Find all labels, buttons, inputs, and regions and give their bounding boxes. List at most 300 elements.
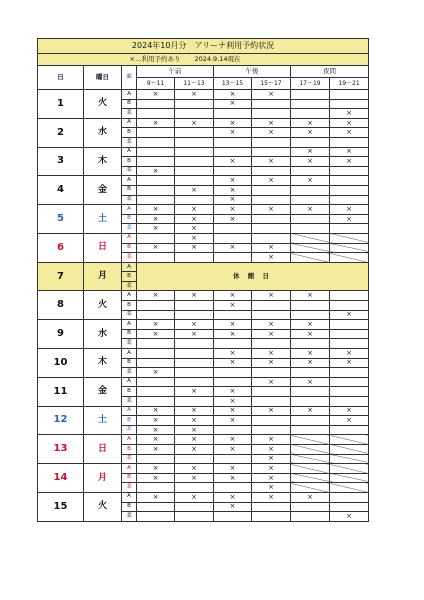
slot-cell bbox=[330, 233, 369, 243]
slot-cell bbox=[137, 253, 175, 263]
slot-cell bbox=[252, 233, 291, 243]
slot-cell: × bbox=[214, 195, 252, 205]
slot-cell bbox=[291, 137, 330, 147]
slot-cell bbox=[330, 195, 369, 205]
slot-cell bbox=[137, 195, 175, 205]
day-number: 13 bbox=[38, 435, 84, 464]
day-column-header: 日 bbox=[38, 66, 84, 90]
slot-header: 9～11 bbox=[137, 78, 175, 90]
slot-cell bbox=[137, 387, 175, 397]
slot-cell bbox=[137, 176, 175, 186]
slot-cell: × bbox=[137, 473, 175, 483]
slot-cell: × bbox=[330, 128, 369, 138]
slot-cell bbox=[175, 310, 214, 320]
slot-cell: × bbox=[291, 358, 330, 368]
slot-cell: × bbox=[175, 243, 214, 253]
slot-cell bbox=[175, 147, 214, 157]
weekday: 水 bbox=[84, 320, 122, 349]
slot-cell: × bbox=[175, 214, 214, 224]
court-label: B bbox=[122, 301, 137, 311]
slot-cell bbox=[330, 90, 369, 100]
slot-cell: × bbox=[175, 185, 214, 195]
slot-cell bbox=[137, 99, 175, 109]
slot-cell: × bbox=[175, 387, 214, 397]
slot-cell: × bbox=[214, 397, 252, 407]
slot-cell bbox=[214, 224, 252, 234]
slot-cell bbox=[291, 435, 330, 445]
day-number: 14 bbox=[38, 464, 84, 493]
court-row bbox=[38, 176, 369, 186]
court-label: 柔 bbox=[122, 109, 137, 119]
court-label: A bbox=[122, 435, 137, 445]
slot-cell bbox=[214, 233, 252, 243]
slot-cell bbox=[291, 109, 330, 119]
slot-cell bbox=[214, 512, 252, 522]
slot-cell: × bbox=[291, 329, 330, 339]
court-label: B bbox=[122, 473, 137, 483]
slot-cell bbox=[175, 483, 214, 493]
slot-cell: × bbox=[330, 214, 369, 224]
slot-cell: × bbox=[252, 320, 291, 330]
slot-cell bbox=[252, 214, 291, 224]
court-label: 柔 bbox=[122, 483, 137, 493]
court-label: B bbox=[122, 358, 137, 368]
slot-cell bbox=[291, 224, 330, 234]
slot-cell bbox=[214, 339, 252, 349]
slot-cell: × bbox=[291, 291, 330, 301]
court-label: B bbox=[122, 128, 137, 138]
slot-cell bbox=[330, 444, 369, 454]
as-of-date: 2024.9.14現在 bbox=[194, 55, 241, 64]
slot-cell: × bbox=[291, 492, 330, 502]
slot-cell bbox=[175, 301, 214, 311]
slot-cell: × bbox=[214, 176, 252, 186]
slot-cell: × bbox=[137, 320, 175, 330]
slot-cell: × bbox=[252, 358, 291, 368]
court-row bbox=[38, 118, 369, 128]
slot-cell bbox=[291, 233, 330, 243]
slot-cell bbox=[175, 176, 214, 186]
slot-cell bbox=[175, 368, 214, 378]
slot-cell bbox=[137, 128, 175, 138]
court-row bbox=[38, 147, 369, 157]
slot-cell bbox=[137, 358, 175, 368]
slot-cell bbox=[291, 368, 330, 378]
slot-cell bbox=[291, 310, 330, 320]
slot-cell: × bbox=[252, 454, 291, 464]
slot-cell bbox=[137, 512, 175, 522]
court-row bbox=[38, 90, 369, 100]
slot-cell bbox=[175, 339, 214, 349]
slot-cell: × bbox=[175, 444, 214, 454]
weekday: 月 bbox=[84, 464, 122, 493]
weekday: 水 bbox=[84, 118, 122, 147]
slot-cell bbox=[137, 185, 175, 195]
court-label: 柔 bbox=[122, 454, 137, 464]
slot-cell: × bbox=[175, 329, 214, 339]
slot-cell: × bbox=[214, 99, 252, 109]
court-label: B bbox=[122, 243, 137, 253]
slot-cell: × bbox=[214, 320, 252, 330]
slot-cell: × bbox=[175, 320, 214, 330]
slot-cell bbox=[252, 99, 291, 109]
group-header-night: 夜間 bbox=[291, 66, 369, 78]
court-column-header: 面 bbox=[122, 66, 137, 90]
court-label: 柔 bbox=[122, 425, 137, 435]
weekday-column-header: 曜日 bbox=[84, 66, 122, 90]
slot-cell bbox=[137, 502, 175, 512]
slot-cell bbox=[330, 224, 369, 234]
slot-cell bbox=[252, 224, 291, 234]
slot-cell: × bbox=[214, 349, 252, 359]
slot-cell: × bbox=[214, 435, 252, 445]
slot-cell bbox=[291, 90, 330, 100]
weekday: 火 bbox=[84, 291, 122, 320]
slot-cell bbox=[291, 387, 330, 397]
slot-cell bbox=[137, 483, 175, 493]
court-label: A bbox=[122, 492, 137, 502]
day-number: 15 bbox=[38, 492, 84, 521]
slot-cell bbox=[252, 137, 291, 147]
slot-cell: × bbox=[137, 425, 175, 435]
court-label: 柔 bbox=[122, 166, 137, 176]
day-number: 12 bbox=[38, 406, 84, 435]
slot-cell bbox=[214, 137, 252, 147]
slot-cell bbox=[137, 301, 175, 311]
slot-cell bbox=[137, 397, 175, 407]
slot-cell bbox=[291, 214, 330, 224]
slot-cell: × bbox=[175, 492, 214, 502]
slot-cell: × bbox=[252, 483, 291, 493]
court-label: A bbox=[122, 377, 137, 387]
slot-cell: × bbox=[214, 205, 252, 215]
court-label: 柔 bbox=[122, 137, 137, 147]
slot-cell bbox=[252, 195, 291, 205]
closed-label: 休 館 日 bbox=[137, 262, 369, 291]
day-number: 1 bbox=[38, 90, 84, 119]
slot-cell bbox=[252, 166, 291, 176]
slot-cell bbox=[137, 137, 175, 147]
slot-cell bbox=[214, 109, 252, 119]
slot-cell: × bbox=[214, 118, 252, 128]
day-number: 4 bbox=[38, 176, 84, 205]
slot-cell bbox=[330, 176, 369, 186]
slot-cell: × bbox=[330, 157, 369, 167]
slot-cell: × bbox=[291, 128, 330, 138]
slot-cell bbox=[291, 99, 330, 109]
slot-cell bbox=[252, 185, 291, 195]
slot-cell bbox=[330, 185, 369, 195]
slot-cell bbox=[175, 512, 214, 522]
slot-cell bbox=[252, 502, 291, 512]
slot-cell bbox=[137, 349, 175, 359]
slot-cell: × bbox=[214, 214, 252, 224]
slot-cell bbox=[214, 377, 252, 387]
slot-cell: × bbox=[252, 90, 291, 100]
slot-cell bbox=[137, 109, 175, 119]
court-row bbox=[38, 435, 369, 445]
slot-cell bbox=[252, 310, 291, 320]
slot-cell: × bbox=[214, 492, 252, 502]
legend-line bbox=[122, 54, 369, 66]
slot-cell: × bbox=[175, 435, 214, 445]
slot-cell bbox=[137, 233, 175, 243]
slot-cell bbox=[291, 502, 330, 512]
slot-cell bbox=[252, 301, 291, 311]
court-label: A bbox=[122, 464, 137, 474]
slot-cell: × bbox=[252, 406, 291, 416]
slot-cell: × bbox=[214, 502, 252, 512]
slot-cell: × bbox=[330, 512, 369, 522]
day-number: 5 bbox=[38, 205, 84, 234]
slot-cell: × bbox=[291, 377, 330, 387]
slot-cell bbox=[330, 243, 369, 253]
slot-cell bbox=[175, 349, 214, 359]
slot-cell bbox=[214, 147, 252, 157]
slot-cell bbox=[291, 473, 330, 483]
slot-cell bbox=[330, 425, 369, 435]
slot-cell bbox=[330, 320, 369, 330]
slot-cell: × bbox=[291, 320, 330, 330]
slot-cell bbox=[175, 109, 214, 119]
slot-cell bbox=[214, 368, 252, 378]
slot-cell: × bbox=[175, 406, 214, 416]
court-label: B bbox=[122, 444, 137, 454]
slot-cell bbox=[330, 435, 369, 445]
slot-cell bbox=[291, 464, 330, 474]
slot-cell: × bbox=[214, 406, 252, 416]
day-number: 10 bbox=[38, 349, 84, 378]
slot-cell: × bbox=[252, 444, 291, 454]
slot-cell bbox=[137, 310, 175, 320]
day-number: 11 bbox=[38, 377, 84, 406]
slot-cell: × bbox=[137, 224, 175, 234]
slot-cell: × bbox=[137, 166, 175, 176]
weekday: 日 bbox=[84, 435, 122, 464]
court-row bbox=[38, 233, 369, 243]
slot-cell bbox=[252, 109, 291, 119]
slot-cell: × bbox=[137, 90, 175, 100]
slot-cell: × bbox=[214, 185, 252, 195]
slot-cell: × bbox=[252, 473, 291, 483]
court-label: 柔 bbox=[122, 195, 137, 205]
slot-cell bbox=[214, 454, 252, 464]
court-label: B bbox=[122, 387, 137, 397]
slot-cell: × bbox=[137, 214, 175, 224]
slot-cell: × bbox=[252, 291, 291, 301]
slot-cell bbox=[175, 99, 214, 109]
slot-cell bbox=[175, 128, 214, 138]
slot-cell: × bbox=[137, 492, 175, 502]
slot-cell: × bbox=[330, 358, 369, 368]
slot-cell: × bbox=[252, 128, 291, 138]
slot-cell bbox=[291, 512, 330, 522]
court-label: 柔 bbox=[122, 224, 137, 234]
court-labels bbox=[122, 262, 137, 291]
slot-cell bbox=[252, 387, 291, 397]
slot-cell: × bbox=[330, 406, 369, 416]
slot-cell: × bbox=[252, 492, 291, 502]
slot-cell: × bbox=[214, 387, 252, 397]
slot-cell: × bbox=[330, 118, 369, 128]
slot-cell: × bbox=[252, 435, 291, 445]
slot-cell bbox=[252, 368, 291, 378]
court-row bbox=[38, 349, 369, 359]
slot-cell bbox=[291, 185, 330, 195]
slot-cell bbox=[137, 147, 175, 157]
slot-cell: × bbox=[291, 176, 330, 186]
group-header-afternoon: 午後 bbox=[214, 66, 291, 78]
slot-cell: × bbox=[330, 416, 369, 426]
slot-cell: × bbox=[291, 157, 330, 167]
slot-cell bbox=[175, 137, 214, 147]
slot-cell bbox=[252, 512, 291, 522]
slot-cell bbox=[252, 425, 291, 435]
legend-text: ×…利用予約あり bbox=[129, 55, 181, 64]
reservation-table bbox=[37, 38, 369, 522]
group-header-morning: 午前 bbox=[137, 66, 214, 78]
slot-cell bbox=[175, 358, 214, 368]
court-label: A bbox=[122, 176, 137, 186]
slot-cell bbox=[137, 157, 175, 167]
slot-cell: × bbox=[175, 90, 214, 100]
slot-cell bbox=[252, 397, 291, 407]
weekday: 月 bbox=[84, 262, 122, 291]
slot-cell bbox=[291, 454, 330, 464]
weekday: 火 bbox=[84, 90, 122, 119]
slot-cell: × bbox=[291, 406, 330, 416]
slot-cell bbox=[175, 454, 214, 464]
closed-day-row bbox=[38, 262, 369, 291]
day-number: 7 bbox=[38, 262, 84, 291]
slot-cell: × bbox=[175, 118, 214, 128]
slot-cell bbox=[137, 339, 175, 349]
court-row bbox=[38, 291, 369, 301]
slot-cell: × bbox=[252, 349, 291, 359]
slot-cell: × bbox=[137, 118, 175, 128]
slot-cell bbox=[330, 464, 369, 474]
weekday: 木 bbox=[84, 147, 122, 176]
slot-cell bbox=[291, 425, 330, 435]
slot-cell: × bbox=[214, 157, 252, 167]
slot-header: 11～13 bbox=[175, 78, 214, 90]
slot-cell bbox=[291, 243, 330, 253]
slot-cell: × bbox=[214, 358, 252, 368]
court-label: B bbox=[122, 272, 136, 282]
slot-cell: × bbox=[175, 291, 214, 301]
slot-cell: × bbox=[291, 147, 330, 157]
slot-cell: × bbox=[252, 118, 291, 128]
slot-cell bbox=[214, 483, 252, 493]
slot-cell: × bbox=[175, 473, 214, 483]
court-row bbox=[38, 205, 369, 215]
slot-cell: × bbox=[137, 444, 175, 454]
slot-cell: × bbox=[214, 416, 252, 426]
slot-cell: × bbox=[175, 233, 214, 243]
weekday: 土 bbox=[84, 205, 122, 234]
court-label: B bbox=[122, 502, 137, 512]
slot-cell bbox=[330, 387, 369, 397]
slot-cell bbox=[214, 253, 252, 263]
slot-cell: × bbox=[137, 416, 175, 426]
court-label: 柔 bbox=[122, 397, 137, 407]
court-label: 柔 bbox=[122, 310, 137, 320]
slot-cell bbox=[330, 339, 369, 349]
slot-cell: × bbox=[330, 109, 369, 119]
slot-header: 15～17 bbox=[252, 78, 291, 90]
slot-cell: × bbox=[252, 243, 291, 253]
court-row bbox=[38, 406, 369, 416]
court-label: B bbox=[122, 329, 137, 339]
slot-cell bbox=[330, 99, 369, 109]
slot-cell: × bbox=[330, 349, 369, 359]
court-label: B bbox=[122, 157, 137, 167]
slot-cell bbox=[291, 444, 330, 454]
slot-cell: × bbox=[214, 444, 252, 454]
weekday: 金 bbox=[84, 377, 122, 406]
slot-cell bbox=[291, 301, 330, 311]
slot-cell bbox=[330, 368, 369, 378]
slot-cell: × bbox=[175, 416, 214, 426]
court-label: B bbox=[122, 214, 137, 224]
slot-cell: × bbox=[214, 329, 252, 339]
court-label: A bbox=[122, 90, 137, 100]
slot-cell: × bbox=[137, 368, 175, 378]
slot-cell: × bbox=[137, 243, 175, 253]
slot-cell bbox=[330, 301, 369, 311]
slot-cell bbox=[330, 473, 369, 483]
slot-cell bbox=[175, 377, 214, 387]
day-number: 8 bbox=[38, 291, 84, 320]
weekday: 日 bbox=[84, 233, 122, 262]
page-title: 2024年10月分 アリーナ利用予約状況 bbox=[38, 39, 369, 54]
slot-cell: × bbox=[330, 205, 369, 215]
slot-cell: × bbox=[137, 329, 175, 339]
slot-cell bbox=[330, 502, 369, 512]
slot-cell bbox=[330, 454, 369, 464]
slot-cell bbox=[214, 425, 252, 435]
slot-cell bbox=[330, 166, 369, 176]
slot-cell bbox=[330, 377, 369, 387]
weekday: 火 bbox=[84, 492, 122, 521]
slot-cell bbox=[330, 137, 369, 147]
court-label: A bbox=[122, 263, 136, 273]
court-label: B bbox=[122, 416, 137, 426]
slot-cell: × bbox=[214, 291, 252, 301]
slot-cell: × bbox=[252, 205, 291, 215]
court-row bbox=[38, 464, 369, 474]
slot-cell bbox=[214, 166, 252, 176]
slot-cell: × bbox=[175, 464, 214, 474]
slot-cell bbox=[137, 377, 175, 387]
slot-cell: × bbox=[137, 435, 175, 445]
court-label: 柔 bbox=[122, 339, 137, 349]
slot-cell bbox=[291, 195, 330, 205]
slot-cell bbox=[291, 166, 330, 176]
slot-cell bbox=[291, 416, 330, 426]
slot-cell: × bbox=[137, 291, 175, 301]
slot-cell: × bbox=[252, 377, 291, 387]
slot-cell: × bbox=[175, 425, 214, 435]
slot-cell: × bbox=[252, 464, 291, 474]
day-number: 6 bbox=[38, 233, 84, 262]
court-label: A bbox=[122, 118, 137, 128]
slot-cell bbox=[330, 291, 369, 301]
slot-cell: × bbox=[137, 464, 175, 474]
court-label: 柔 bbox=[122, 253, 137, 263]
slot-cell bbox=[175, 157, 214, 167]
slot-cell: × bbox=[252, 253, 291, 263]
